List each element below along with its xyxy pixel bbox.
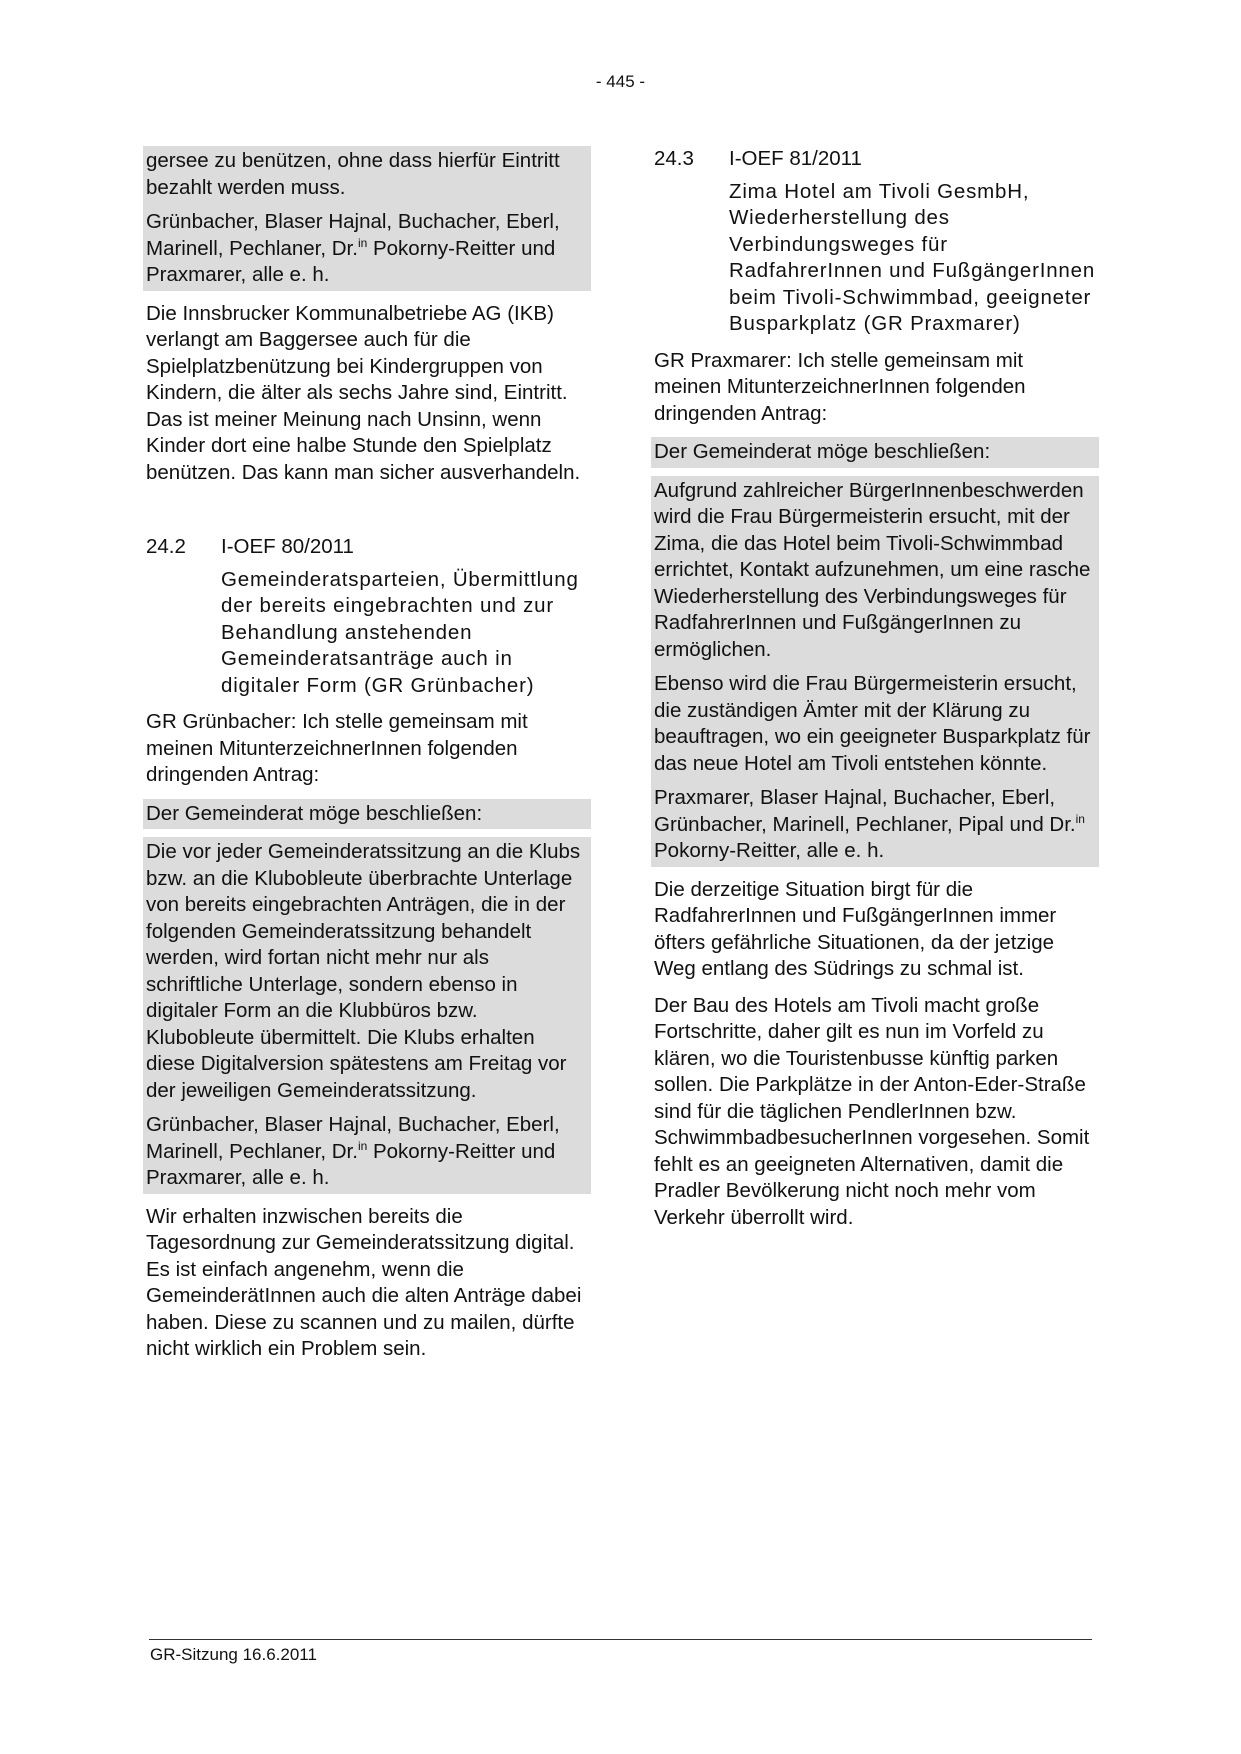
signers-text-a: Grünbacher, Blaser Hajnal, Buchacher, Eberl, Marinell, Pechlaner, Dr. bbox=[146, 1113, 560, 1163]
motion-box-head bbox=[651, 437, 1099, 468]
footer-session-date: GR-Sitzung 16.6.2011 bbox=[150, 1645, 317, 1664]
signers-superscript: in bbox=[357, 1138, 368, 1153]
motion-text: Die vor jeder Gemeinderatssitzung an die Klubs bzw. an die Klubobleute überbrachte Unterlage von bereits eingebrachten Anträgen, die in der folgenden Gemeinderatssitzung behandelt werden, wird fortan nicht mehr nur als schriftliche Unterlage, sondern ebenso in digitaler Form an die Klubbüros bzw. Klubobleute übermittelt. Die Klubs erhalten diese Digitalversion spätestens am Freitag vor der jeweiligen Gemeinderatssitzung. bbox=[146, 840, 581, 1102]
motion-text: gersee zu benützen, ohne dass hierfür Eintritt bezahlt werden muss. bbox=[146, 149, 560, 199]
motion-intro: GR Praxmarer: Ich stelle gemeinsam mit meinen MitunterzeichnerInnen folgenden dringenden Antrag: bbox=[654, 348, 1026, 425]
signers bbox=[146, 209, 588, 289]
signers bbox=[146, 1112, 588, 1192]
justification-text: Die derzeitige Situation birgt für die RadfahrerInnen und FußgängerInnen immer öfters gefährliche Situationen, da der jetzige Weg entlang des Südrings zu schmal ist. bbox=[654, 877, 1057, 980]
left-column bbox=[146, 146, 588, 1373]
justification-text: Der Bau des Hotels am Tivoli macht große Fortschritte, daher gilt es nun im Vorfeld zu klären, wo die Touristenbusse künftig parken sollen. Die Parkplätze in der Anton-Eder-Straße sind für die täglichen PendlerInnen bzw. SchwimmbadbesucherInnen vorgesehen. Somit fehlt es an geeigneten Alternativen, damit die Pradler Bevölkerung nicht noch mehr vom Verkehr überrollt wird. bbox=[654, 993, 1090, 1229]
item-title: Zima Hotel am Tivoli GesmbH, Wiederherstellung des Verbindungsweges für RadfahrerInnen und FußgängerInnen beim Tivoli-Schwimmbad, geeigneter Busparkplatz (GR Praxmarer) bbox=[729, 179, 1096, 335]
agenda-item-heading bbox=[146, 534, 588, 561]
signers-superscript: in bbox=[357, 235, 368, 250]
justification-text: Die Innsbrucker Kommunalbetriebe AG (IKB) verlangt am Baggersee auch für die Spielplatzbenützung bei Kindergruppen von Kindern, die älter als sechs Jahre sind, Eintritt. Das ist meiner Meinung nach Unsinn, wenn Kinder dort eine halbe Stunde den Spielplatz benützen. Das kann man sicher ausverhandeln. bbox=[146, 301, 581, 484]
signers-superscript: in bbox=[1075, 811, 1085, 826]
signers-text-b: Pokorny-Reitter und Praxmarer, alle e. h. bbox=[146, 236, 556, 286]
motion-box bbox=[143, 837, 591, 1194]
signers bbox=[654, 785, 1096, 865]
motion-box-continued bbox=[143, 146, 591, 291]
item-id: I-OEF 80/2011 bbox=[221, 535, 354, 558]
justification-text: Wir erhalten inzwischen bereits die Tagesordnung zur Gemeinderatssitzung digital. Es ist einfach angenehm, wenn die GemeinderätInnen auch die alten Anträge dabei haben. Diese zu scannen und zu mailen, dürfte nicht wirklich ein Problem sein. bbox=[146, 1204, 582, 1360]
signers-text-a: Praxmarer, Blaser Hajnal, Buchacher, Eberl, Grünbacher, Marinell, Pechlaner, Pipal und Dr. bbox=[654, 786, 1076, 836]
footer-rule bbox=[149, 1639, 1092, 1640]
motion-box bbox=[651, 476, 1099, 867]
item-title: Gemeinderatsparteien, Übermittlung der bereits eingebrachten und zur Behandlung anstehenden Gemeinderatsanträge auch in digitaler Form (GR Grünbacher) bbox=[221, 567, 579, 697]
item-number: 24.2 bbox=[146, 535, 186, 558]
agenda-item-heading bbox=[654, 146, 1096, 173]
signers-text-b: Pokorny-Reitter und Praxmarer, alle e. h. bbox=[146, 1139, 556, 1189]
item-id: I-OEF 81/2011 bbox=[729, 147, 862, 170]
motion-text: Aufgrund zahlreicher BürgerInnenbeschwerden wird die Frau Bürgermeisterin ersucht, mit der Zima, die das Hotel beim Tivoli-Schwimmbad errichtet, Kontakt aufzunehmen, um eine rasche Wiederherstellung des Verbindungsweges für RadfahrerInnen und FußgängerInnen zu ermöglichen. bbox=[654, 478, 1091, 661]
motion-box-head bbox=[143, 799, 591, 830]
motion-text: Ebenso wird die Frau Bürgermeisterin ersucht, die zuständigen Ämter mit der Klärung zu beauftragen, wo ein geeigneter Busparkplatz für das neue Hotel am Tivoli entstehen könnte. bbox=[654, 672, 1091, 775]
item-number: 24.3 bbox=[654, 147, 694, 170]
motion-heading: Der Gemeinderat möge beschließen: bbox=[146, 801, 483, 825]
motion-heading: Der Gemeinderat möge beschließen: bbox=[654, 440, 991, 463]
motion-intro: GR Grünbacher: Ich stelle gemeinsam mit meinen MitunterzeichnerInnen folgenden dringenden Antrag: bbox=[146, 710, 528, 786]
signers-text-b: Pokorny-Reitter, alle e. h. bbox=[654, 839, 885, 862]
right-column bbox=[654, 146, 1096, 1241]
signers-text-a: Grünbacher, Blaser Hajnal, Buchacher, Eberl, Marinell, Pechlaner, Dr. bbox=[146, 210, 560, 260]
page-number: - 445 - bbox=[595, 72, 646, 91]
